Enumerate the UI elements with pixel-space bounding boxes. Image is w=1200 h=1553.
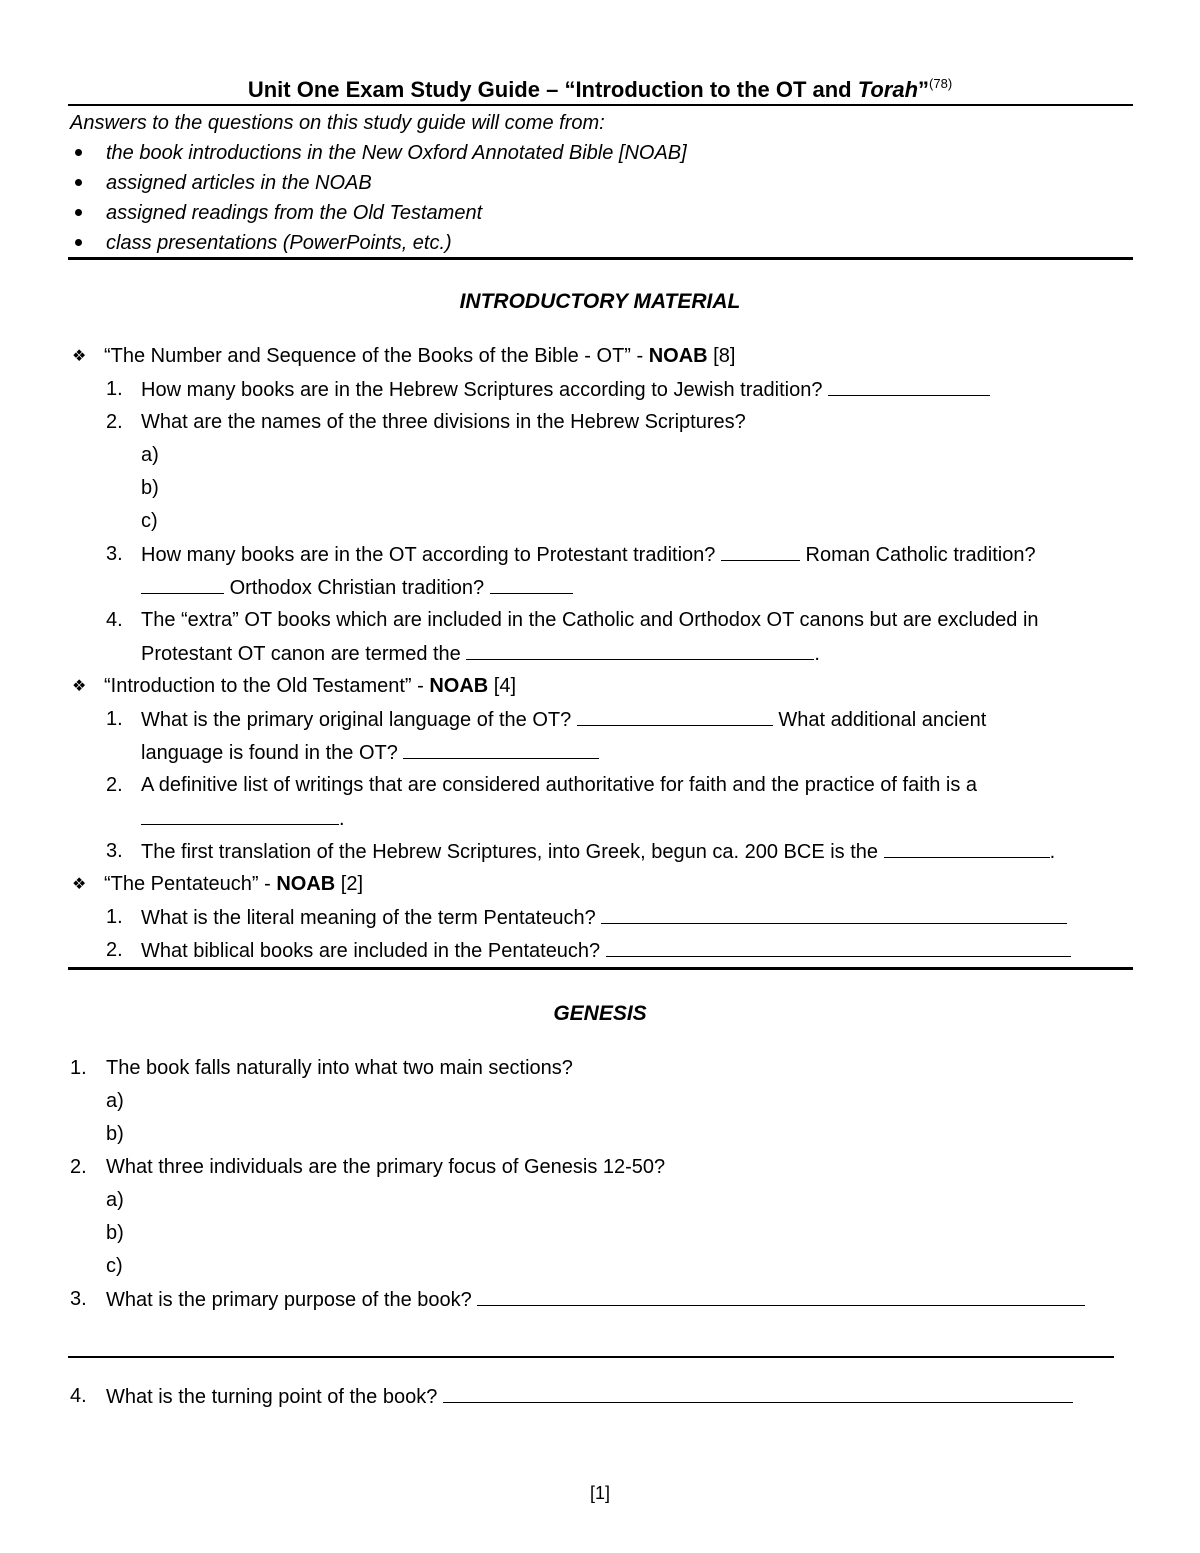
section-heading-genesis: GENESIS: [553, 1002, 647, 1025]
answer-blank[interactable]: [443, 1386, 1073, 1403]
question-text: The book falls naturally into what two main sections?: [106, 1057, 573, 1079]
intro-bullet: assigned readings from the Old Testament: [106, 202, 483, 224]
question-number: 3.: [70, 1288, 87, 1310]
question-text: Orthodox Christian tradition?: [141, 577, 573, 598]
question-number: 4.: [70, 1385, 87, 1407]
bullet-icon: [75, 149, 82, 156]
question-number: 3.: [106, 840, 123, 862]
answer-label: c): [106, 1255, 123, 1277]
question-text: A definitive list of writings that are considered authoritative for faith and the practice of faith is a: [141, 774, 978, 796]
question-text: What is the primary original language of the OT? What additional ancient: [141, 709, 987, 731]
question-text: What is the primary purpose of the book?: [106, 1289, 1085, 1310]
question-text: Protestant OT canon are termed the .: [141, 643, 820, 665]
bullet-icon: [75, 239, 82, 246]
question-number: 1.: [106, 378, 123, 400]
answer-blank[interactable]: [601, 907, 1067, 924]
page-number: [1]: [589, 1483, 610, 1503]
question-number: 2.: [106, 774, 123, 796]
subsection-title: “The Pentateuch” - NOAB [2]: [104, 873, 363, 895]
answer-blank[interactable]: [141, 808, 339, 825]
question-text: The “extra” OT books which are included in the Catholic and Orthodox OT canons but are excluded in: [141, 609, 1039, 631]
bullet-icon: [75, 209, 82, 216]
intro-bullet: the book introductions in the New Oxford Annotated Bible [NOAB]: [106, 142, 687, 164]
page-title: Unit One Exam Study Guide – “Introduction to the OT and Torah”$^{(78)}$: [247, 76, 953, 102]
section-divider: [68, 967, 1133, 970]
answer-blank[interactable]: [141, 577, 224, 594]
answer-label: a): [106, 1189, 124, 1211]
bullet-icon: [75, 179, 82, 186]
answer-label: b): [106, 1222, 124, 1244]
answer-label: b): [141, 477, 159, 499]
answer-blank[interactable]: [884, 841, 1050, 858]
question-number: 1.: [106, 906, 123, 928]
question-text: What biblical books are included in the Pentateuch?: [141, 940, 1071, 961]
question-text: What is the turning point of the book?: [106, 1386, 1073, 1407]
title-underline: [68, 104, 1133, 106]
intro-divider: [68, 257, 1133, 260]
question-text: How many books are in the OT according to Protestant tradition? Roman Catholic tradition?: [141, 544, 1036, 566]
answer-blank[interactable]: [466, 643, 814, 660]
answer-label: a): [141, 444, 159, 466]
answer-label: c): [141, 510, 158, 532]
diamond-bullet-icon: ❖: [72, 876, 87, 893]
answer-blank[interactable]: [490, 577, 573, 594]
question-text: The first translation of the Hebrew Scriptures, into Greek, begun ca. 200 BCE is the .: [141, 841, 1056, 863]
answer-blank[interactable]: [577, 709, 773, 726]
answer-label: b): [106, 1123, 124, 1145]
answer-blank[interactable]: [403, 742, 599, 759]
question-number: 2.: [70, 1156, 87, 1178]
question-text: How many books are in the Hebrew Scriptures according to Jewish tradition?: [141, 379, 990, 400]
question-number: 2.: [106, 939, 123, 961]
question-text: .: [141, 808, 345, 829]
answer-label: a): [106, 1090, 124, 1112]
diamond-bullet-icon: ❖: [72, 678, 87, 695]
section-heading-introductory: INTRODUCTORY MATERIAL: [459, 290, 741, 313]
question-text: language is found in the OT?: [141, 742, 599, 763]
answer-blank[interactable]: [721, 544, 800, 561]
subsection-title: “Introduction to the Old Testament” - NOAB [4]: [104, 675, 517, 697]
intro-bullet: assigned articles in the NOAB: [106, 172, 372, 194]
question-text: What are the names of the three divisions in the Hebrew Scriptures?: [141, 411, 746, 433]
answer-blank[interactable]: [828, 379, 990, 396]
intro-bullet: class presentations (PowerPoints, etc.): [106, 232, 452, 254]
question-number: 2.: [106, 411, 123, 433]
question-text: What three individuals are the primary focus of Genesis 12-50?: [106, 1156, 666, 1178]
intro-lead: Answers to the questions on this study guide will come from:: [70, 112, 605, 134]
question-text: What is the literal meaning of the term Pentateuch?: [141, 907, 1067, 928]
question-number: 4.: [106, 609, 123, 631]
question-number: 1.: [106, 708, 123, 730]
answer-blank[interactable]: [606, 940, 1071, 957]
answer-line[interactable]: [68, 1356, 1114, 1358]
diamond-bullet-icon: ❖: [72, 348, 87, 365]
question-number: 1.: [70, 1057, 87, 1079]
question-number: 3.: [106, 543, 123, 565]
subsection-title: “The Number and Sequence of the Books of the Bible - OT” - NOAB [8]: [104, 345, 736, 367]
answer-blank[interactable]: [477, 1289, 1085, 1306]
